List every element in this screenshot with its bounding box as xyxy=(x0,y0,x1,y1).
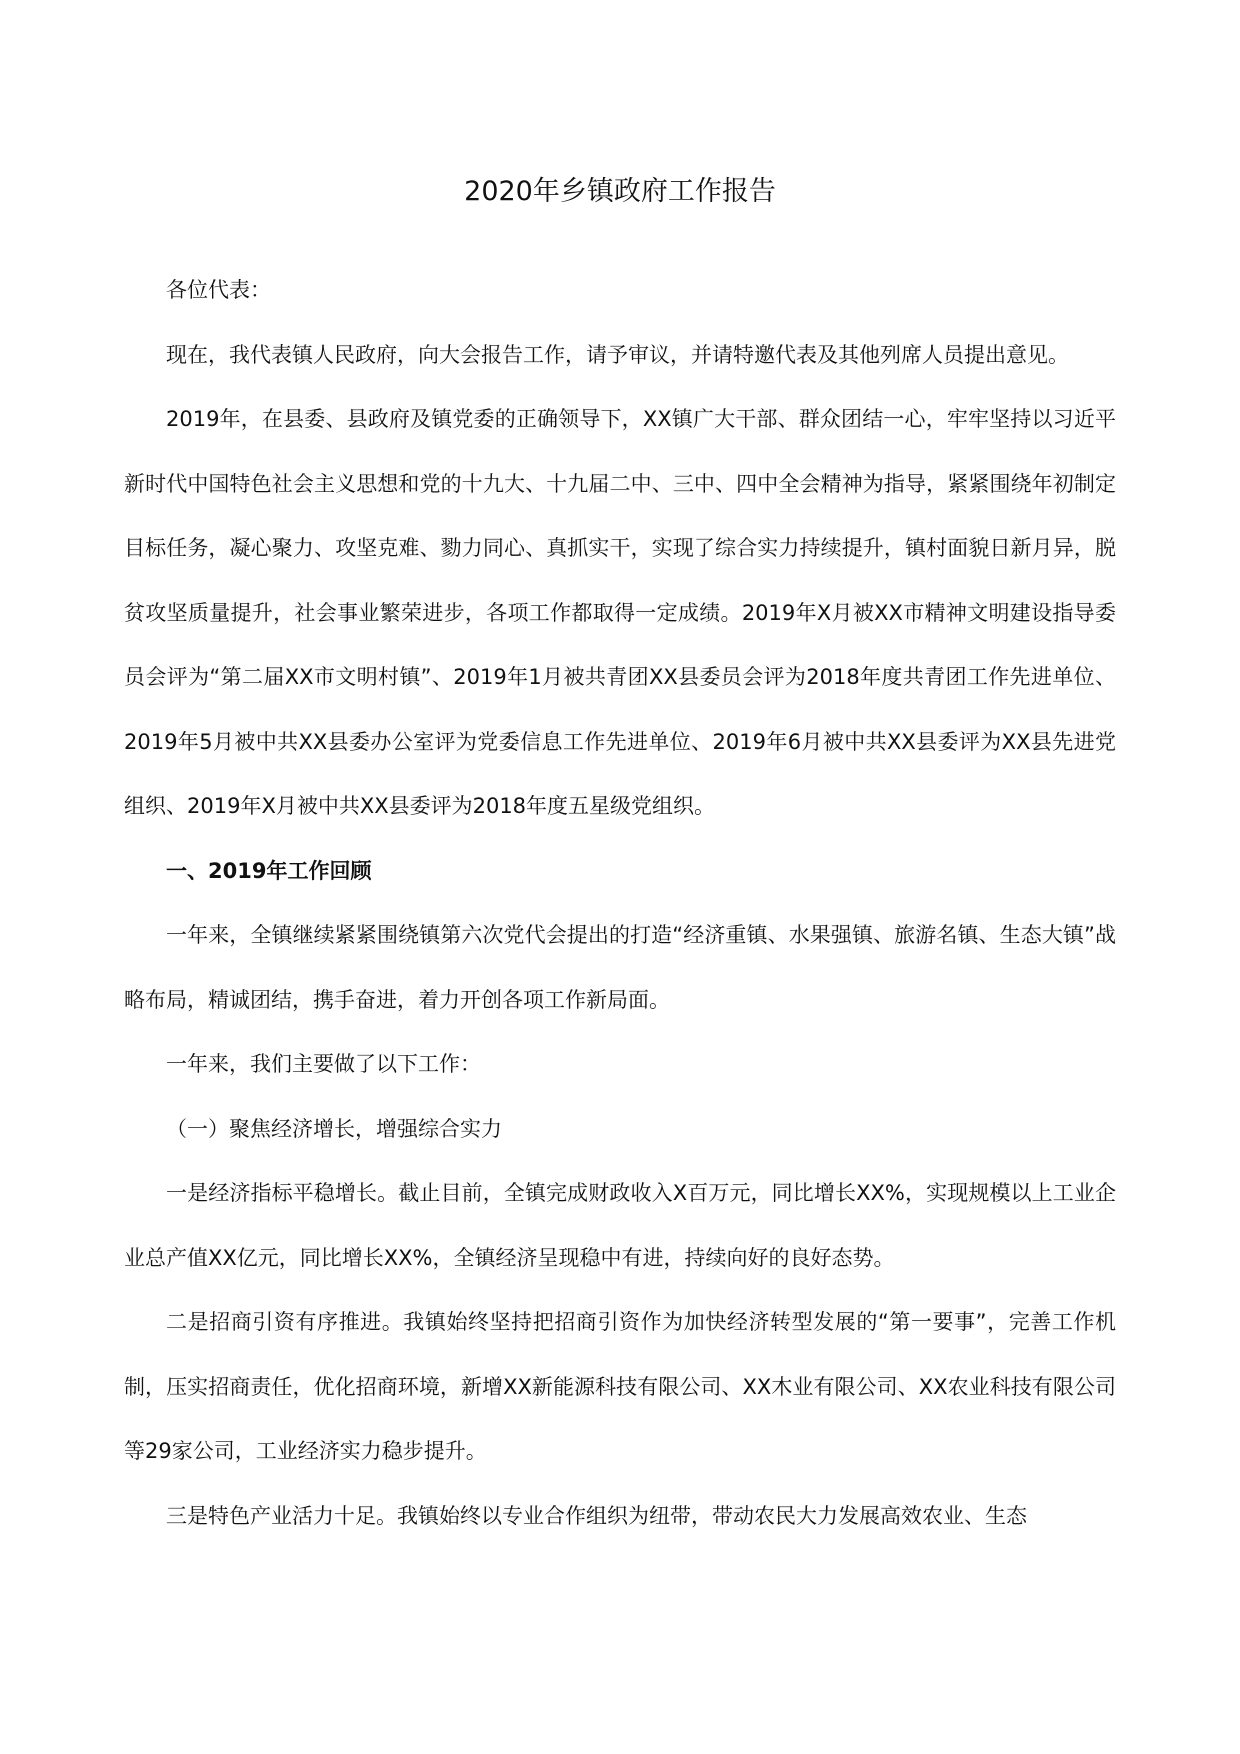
paragraph-economy: 一是经济指标平稳增长。截止目前，全镇完成财政收入X百万元，同比增长XX%，实现规模以上工业企业总产值XX亿元，同比增长XX%，全镇经济呈现稳中有进，持续向好的良好态势。 xyxy=(124,1181,1116,1270)
section-heading: 一、2019年工作回顾 xyxy=(166,858,372,883)
subsection-heading: （一）聚焦经济增长，增强综合实力 xyxy=(166,1116,502,1141)
document-title: 2020年乡镇政府工作报告 xyxy=(464,176,776,207)
salutation: 各位代表： xyxy=(166,278,271,302)
paragraph-section-1: 一年来，全镇继续紧紧围绕镇第六次党代会提出的打造“经济重镇、水果强镇、旅游名镇、生态大镇”战略布局，精诚团结，携手奋进，着力开创各项工作新局面。 xyxy=(124,923,1116,1012)
paragraph-industry: 三是特色产业活力十足。我镇始终以专业合作组织为纽带，带动农民大力发展高效农业、生态 xyxy=(166,1503,1027,1528)
paragraph-intro: 现在，我代表镇人民政府，向大会报告工作，请予审议，并请特邀代表及其他列席人员提出意见。 xyxy=(166,342,1069,367)
paragraph-section-2: 一年来，我们主要做了以下工作： xyxy=(166,1052,481,1076)
paragraph-investment: 二是招商引资有序推进。我镇始终坚持把招商引资作为加快经济转型发展的“第一要事”，完善工作机制，压实招商责任，优化招商环境，新增XX新能源科技有限公司、XX木业有限公司、XX农业科技有限公司等29家公司，工业经济实力稳步提升。 xyxy=(124,1310,1116,1463)
document-body xyxy=(124,258,1116,1548)
paragraph-2019-summary: 2019年，在县委、县政府及镇党委的正确领导下，XX镇广大干部、群众团结一心，牢牢坚持以习近平新时代中国特色社会主义思想和党的十九大、十九届二中、三中、四中全会精神为指导，紧紧围绕年初制定目标任务，凝心聚力、攻坚克难、勠力同心、真抓实干，实现了综合实力持续提升，镇村面貌日新月异，脱贫攻坚质量提升，社会事业繁荣进步，各项工作都取得一定成绩。2019年X月被XX市精神文明建设指导委员会评为“第二届XX市文明村镇”、2019年1月被共青团XX县委员会评为2018年度共青团工作先进单位、2019年5月被中共XX县委办公室评为党委信息工作先进单位、2019年6月被中共XX县委评为XX县先进党组织、2019年X月被中共XX县委评为2018年度五星级党组织。 xyxy=(124,407,1116,818)
